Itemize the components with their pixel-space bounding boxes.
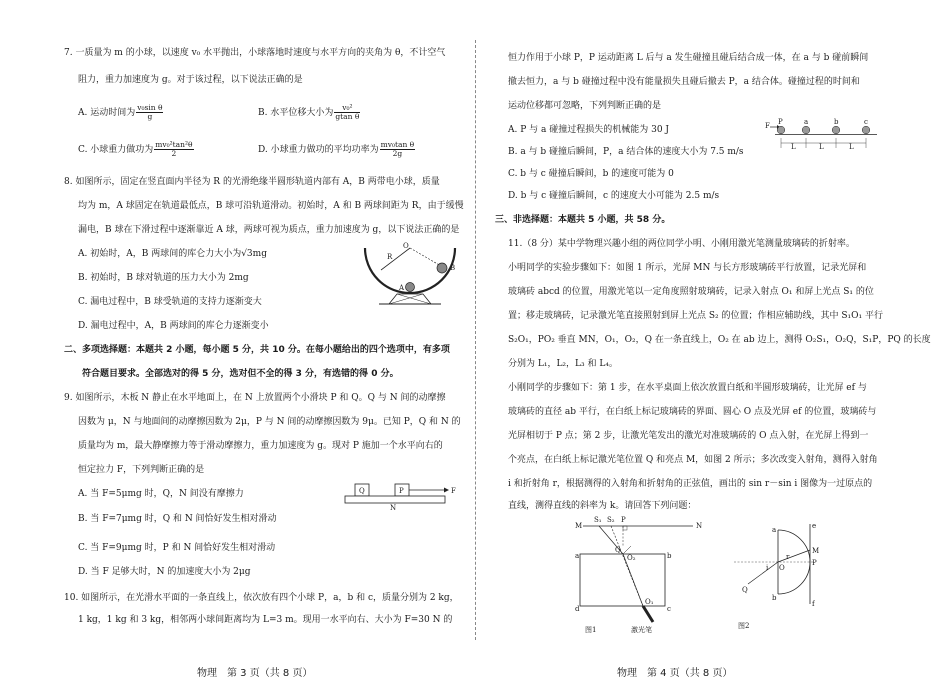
- label-o1: O₁: [645, 598, 654, 606]
- label-b: B: [450, 264, 456, 272]
- q9-option-a[interactable]: A. 当 F=5μmg 时，Q，N 间没有摩擦力: [78, 489, 244, 499]
- ball-b: [832, 126, 840, 134]
- q7-option-c-prefix: C. 小球重力做功为: [78, 145, 154, 155]
- label-b: b: [667, 552, 672, 560]
- label-d: d: [575, 605, 580, 613]
- fraction-numerator: mv₀tan θ: [380, 140, 415, 149]
- figure-1-caption: 图1: [585, 626, 597, 634]
- figure-2-caption: 图2: [738, 622, 750, 630]
- q8-stem-line2: 均为 m，A 球固定在轨道最低点，B 球可沿轨道滑动。初始时，A 和 B 两球间距为 R，由于缓慢: [78, 201, 464, 211]
- q7-stem-line2: 阻力，重力加速度为 g。对于该过程，以下说法正确的是: [78, 75, 303, 85]
- q11-line10: 个亮点，在白纸上标记激光笔位置 Q 和亮点 M，如图 2 所示；多次改变入射角，测得入射角: [508, 455, 878, 465]
- q10-continuation-line3: 运动位移都可忽略，下列判断正确的是: [508, 101, 662, 111]
- label-laser: 激光笔: [631, 626, 652, 634]
- q7-option-b[interactable]: [258, 101, 361, 125]
- refracted-ray: [778, 550, 810, 562]
- q7-option-a-prefix: A. 运动时间为: [78, 108, 136, 118]
- q8-semicircle-track-figure: [355, 240, 465, 320]
- right-page: [475, 0, 950, 688]
- ball-a: [406, 283, 415, 292]
- q7-option-a-fraction: [136, 104, 163, 121]
- q11-line11: i 和折射角 r，根据测得的入射角和折射角的正弦值，画出的 sin r－sin i 图像为一过原点的: [508, 479, 873, 489]
- fraction-numerator: mv₀²tan²θ: [155, 140, 193, 149]
- label-p: P: [399, 487, 404, 495]
- q10-continuation-line2: 撤去恒力，a 与 b 碰撞过程中没有能量损失且碰后撤去 P，a 结合体。碰撞过程的时间和: [508, 77, 860, 87]
- q9-blocks-figure: [330, 480, 465, 510]
- label-m: M: [575, 522, 583, 530]
- fraction-denominator: g: [147, 112, 153, 121]
- q11-line1: 11.（8 分）某中学物理兴趣小组的两位同学小明、小刚用激光笔测量玻璃砖的折射率。: [508, 239, 855, 249]
- q9-stem-line1: 9. 如图所示，木板 N 静止在水平地面上，在 N 上放置两个小滑块 P 和 Q。Q 与 N 间的动摩擦: [64, 393, 446, 403]
- q10-stem-line2: 1 kg，1 kg 和 3 kg，相邻两小球间距离均为 L=3 m。现用一水平向右、大小为 F=30 N 的: [78, 615, 453, 625]
- label-l: L: [819, 143, 824, 151]
- q10-option-a[interactable]: A. P 与 a 碰撞过程损失的机械能为 30 J: [508, 125, 670, 135]
- q11-line2: 小明同学的实验步骤如下：如图 1 所示，光屏 MN 与长方形玻璃砖平行放置，记录光屏和: [508, 263, 867, 273]
- label-f: f: [812, 600, 815, 608]
- track-stand: [389, 294, 431, 304]
- label-b: b: [772, 594, 777, 602]
- ball-p: [777, 126, 785, 134]
- q9-option-b[interactable]: B. 当 F=7μmg 时，Q 和 N 间恰好发生相对滑动: [78, 514, 277, 524]
- page-footer-right: 物理 第 4 页（共 8 页）: [617, 668, 733, 679]
- q8-option-a[interactable]: A. 初始时，A，B 两球间的库仑力大小为√3mg: [78, 249, 267, 259]
- q11-line5: S₂O₁，PO₂ 垂直 MN，O₁，O₂，Q 在一条直线上，O₂ 在 ab 边上，测得 O₂S₁，O₂Q，S₁P，PQ 的长度: [508, 335, 931, 345]
- q11-figure-2: [730, 520, 820, 634]
- ball-c: [862, 126, 870, 134]
- label-m: M: [812, 547, 820, 555]
- label-l: L: [849, 143, 854, 151]
- radius-line: [381, 248, 410, 270]
- page-footer-left: 物理 第 3 页（共 8 页）: [197, 668, 313, 679]
- q10-option-b[interactable]: B. a 与 b 碰撞后瞬间，P，a 结合体的速度大小为 7.5 m/s: [508, 147, 744, 157]
- ball-b: [437, 263, 447, 273]
- q11-line8: 玻璃砖的直径 ab 平行，在白纸上标记玻璃砖的界面、圆心 O 点及光屏 ef 的位置，玻璃砖与: [508, 407, 877, 417]
- q7-option-c-fraction: [154, 141, 193, 158]
- q7-option-d-prefix: D. 小球重力做功的平均功率为: [258, 145, 379, 155]
- fraction-numerator: v₀²: [334, 104, 360, 113]
- q11-line9: 光屏相切于 P 点；第 2 步，让激光笔发出的激光对准玻璃砖的 O 点入射，在光屏上得到一: [508, 431, 869, 441]
- fraction-denominator: gtan θ: [335, 112, 360, 121]
- q11-line7: 小刚同学的步骤如下：第 1 步，在水平桌面上依次放置白纸和半圆形玻璃砖，让光屏 ef 与: [508, 383, 867, 393]
- label-q: Q: [742, 586, 748, 594]
- q11-figure-1: [575, 516, 705, 634]
- section2-heading-line1: 二、多项选择题：本题共 2 小题，每小题 5 分，共 10 分。在每小题给出的四个选项中，有多项: [64, 345, 450, 355]
- label-b: b: [834, 118, 839, 126]
- q8-option-c[interactable]: C. 漏电过程中，B 球受轨道的支持力逐渐变大: [78, 297, 262, 307]
- q7-option-b-prefix: B. 水平位移大小为: [258, 108, 334, 118]
- label-o: O: [403, 242, 409, 250]
- laser-pen-icon: [643, 606, 653, 622]
- fraction-denominator: 2: [171, 149, 177, 158]
- q11-line3: 玻璃砖 abcd 的位置，用激光笔以一定角度照射玻璃砖，记录入射点 O₁ 和屏上光点 S₁ 的位: [508, 287, 874, 297]
- right-angle-mark: [623, 526, 627, 530]
- label-c: c: [864, 118, 868, 126]
- q9-stem-line3: 质量均为 m，最大静摩擦力等于滑动摩擦力，重力加速度为 g。现对 P 施加一个水平向右的: [78, 441, 443, 451]
- label-n: N: [390, 504, 397, 512]
- q7-option-c[interactable]: [78, 138, 195, 162]
- label-f: F: [765, 122, 770, 130]
- label-n: N: [696, 522, 703, 530]
- dashed-line: [410, 248, 441, 266]
- q9-option-c[interactable]: C. 当 F=9μmg 时，P 和 N 间恰好发生相对滑动: [78, 543, 276, 553]
- q8-stem-line3: 漏电，B 球在下滑过程中逐渐靠近 A 球，两球可视为质点，重力加速度为 g，以下说法正确的是: [78, 225, 460, 235]
- q7-option-d-fraction: [380, 141, 416, 158]
- q9-stem-line4: 恒定拉力 F，下列判断正确的是: [78, 465, 205, 475]
- fraction-numerator: v₀sin θ: [137, 103, 163, 112]
- label-e: e: [812, 522, 817, 530]
- label-c: c: [667, 605, 671, 613]
- label-o2: O₂: [627, 554, 636, 562]
- label-f: F: [451, 487, 456, 495]
- q7-stem-line1: 7. 一质量为 m 的小球，以速度 v₀ 水平抛出，小球落地时速度与水平方向的夹角为 θ，不计空气: [64, 48, 446, 58]
- label-p: P: [778, 118, 783, 126]
- label-p: P: [621, 516, 626, 524]
- label-a: a: [804, 118, 809, 126]
- label-r: R: [387, 253, 393, 261]
- q10-option-c[interactable]: C. b 与 c 碰撞后瞬间，b 的速度可能为 0: [508, 169, 674, 179]
- fraction-denominator: 2g: [392, 149, 403, 158]
- q11-line12: 直线，测得直线的斜率为 k。请回答下列问题：: [508, 501, 697, 511]
- board-n: [345, 496, 445, 503]
- label-q: Q: [359, 487, 365, 495]
- q9-option-d[interactable]: D. 当 F 足够大时，N 的加速度大小为 2μg: [78, 567, 251, 577]
- label-o: O: [779, 564, 785, 572]
- label-a: A: [399, 284, 405, 292]
- ball-a: [802, 126, 810, 134]
- label-l: L: [791, 143, 796, 151]
- q9-stem-line2: 因数为 μ，N 与地面间的动摩擦因数为 2μ，P 与 N 间的动摩擦因数为 9μ。已知 P，Q 和 N 的: [78, 417, 461, 427]
- label-q: Q: [615, 546, 621, 554]
- q10-balls-figure: [765, 118, 895, 152]
- arrow-head-icon: [444, 488, 449, 493]
- q8-stem-line1: 8. 如图所示，固定在竖直面内半径为 R 的光滑绝缘半圆形轨道内部有 A，B 两带电小球，质量: [64, 177, 440, 187]
- label-a: a: [772, 526, 777, 534]
- label-r: r: [786, 553, 790, 561]
- section2-heading-line2: 符合题目要求。全部选对的得 5 分，选对但不全的得 3 分，有选错的得 0 分。: [82, 369, 399, 379]
- label-p: P: [812, 559, 817, 567]
- q11-line6: 分别为 L₁，L₂，L₃ 和 L₄。: [508, 359, 618, 369]
- label-s2: S₂: [607, 516, 615, 524]
- q11-line4: 置；移走玻璃砖，记录激光笔直接照射到屏上光点 S₂ 的位置；作相应辅助线，其中 S₁O₁ 平行: [508, 311, 883, 321]
- label-s1: S₁: [594, 516, 602, 524]
- label-i: i: [766, 564, 769, 572]
- q10-option-d[interactable]: D. b 与 c 碰撞后瞬间，c 的速度大小可能为 2.5 m/s: [508, 191, 720, 201]
- label-a: a: [575, 552, 580, 560]
- q7-option-b-fraction: [334, 104, 360, 121]
- q10-stem-line1: 10. 如图所示，在光滑水平面的一条直线上，依次放有四个小球 P，a，b 和 c，质量分别为 2 kg，: [64, 593, 459, 603]
- line-q: [623, 546, 631, 554]
- incident-ray: [748, 562, 778, 584]
- q8-option-b[interactable]: B. 初始时，B 球对轨道的压力大小为 2mg: [78, 273, 249, 283]
- q7-option-a[interactable]: [78, 101, 164, 125]
- q7-option-d[interactable]: [258, 138, 416, 162]
- q10-continuation-line1: 恒力作用于小球 P，P 运动距离 L 后与 a 发生碰撞且碰后结合成一体，在 a 与 b 碰前瞬间: [508, 53, 869, 63]
- section3-heading: 三、非选择题：本题共 5 小题，共 58 分。: [495, 215, 671, 225]
- q8-option-d[interactable]: D. 漏电过程中，A，B 两球间的库仑力逐渐变小: [78, 321, 269, 331]
